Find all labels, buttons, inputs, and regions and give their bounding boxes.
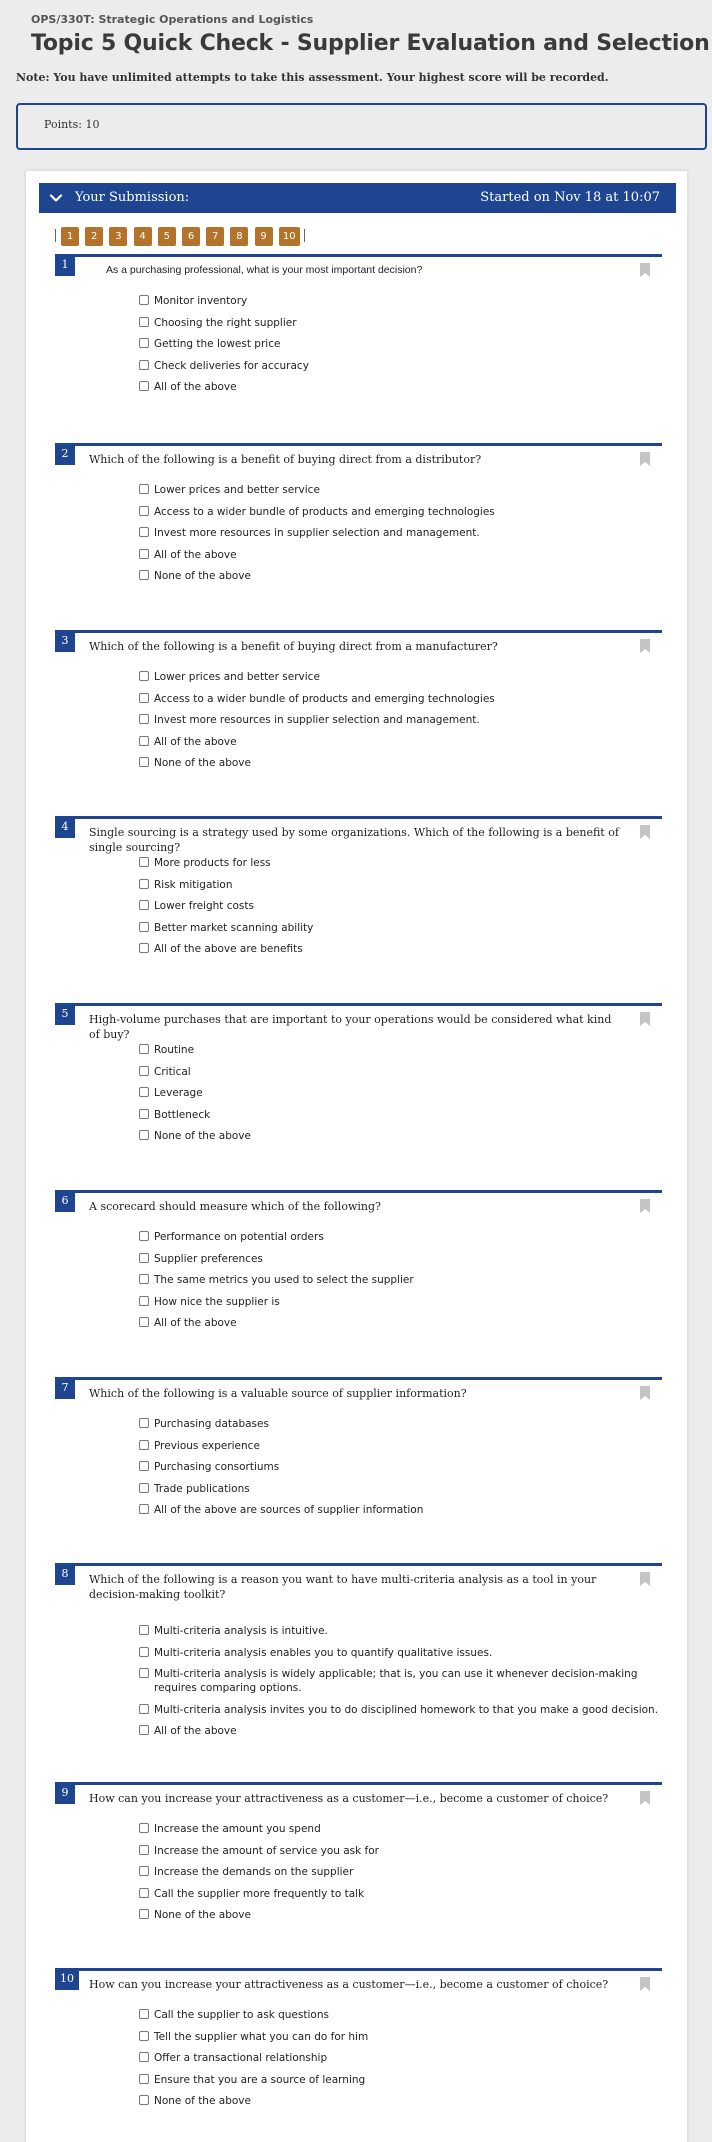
answer-checkbox[interactable] bbox=[139, 360, 149, 370]
bookmark-icon[interactable] bbox=[640, 1977, 650, 1991]
answer-label: Bottleneck bbox=[154, 1108, 211, 1121]
answer-option[interactable] bbox=[139, 921, 659, 935]
answer-checkbox[interactable] bbox=[139, 1725, 149, 1735]
points-label: Points: 10 bbox=[44, 118, 100, 131]
answer-checkbox[interactable] bbox=[139, 1866, 149, 1876]
answer-label: Offer a transactional relationship bbox=[154, 2052, 328, 2064]
question-divider bbox=[55, 1003, 662, 1006]
answer-checkbox[interactable] bbox=[139, 1483, 149, 1493]
question-text: How can you increase your attractiveness as a customer—i.e., become a customer of choice? bbox=[89, 1978, 609, 1991]
nav-question-10[interactable]: 10 bbox=[279, 227, 300, 246]
answer-options bbox=[139, 2008, 659, 2116]
answer-label: Supplier preferences bbox=[154, 1252, 263, 1265]
answer-label: Choosing the right supplier bbox=[154, 316, 297, 329]
answer-label: Critical bbox=[154, 1065, 191, 1078]
answer-label: Previous experience bbox=[154, 1439, 260, 1452]
answer-option[interactable] bbox=[139, 337, 659, 351]
nav-question-3[interactable]: 3 bbox=[109, 227, 127, 246]
answer-label: Call the supplier to ask questions bbox=[154, 2009, 329, 2021]
answer-option[interactable] bbox=[139, 380, 659, 394]
answer-label: Check deliveries for accuracy bbox=[154, 359, 309, 372]
answer-label: Performance on potential orders bbox=[154, 1231, 324, 1243]
submission-title: Your Submission: bbox=[75, 190, 190, 205]
answer-options bbox=[139, 1043, 659, 1151]
answer-checkbox[interactable] bbox=[139, 1668, 149, 1678]
answer-label: None of the above bbox=[154, 1130, 251, 1142]
started-time: Started on Nov 18 at 10:07 bbox=[480, 190, 660, 205]
question-text: Single sourcing is a strategy used by some organizations. Which of the following is a benefit of single sourcing? bbox=[89, 826, 619, 854]
answer-options bbox=[139, 670, 659, 778]
answer-options bbox=[139, 1417, 659, 1525]
answer-option[interactable] bbox=[139, 2030, 659, 2044]
question-number: 10 bbox=[55, 1968, 79, 1990]
answer-label: Multi-criteria analysis is intuitive. bbox=[154, 1625, 328, 1637]
answer-checkbox[interactable] bbox=[139, 1461, 149, 1471]
answer-option[interactable] bbox=[139, 670, 659, 684]
answer-label: None of the above bbox=[154, 2095, 251, 2107]
answer-label: Purchasing databases bbox=[154, 1418, 269, 1430]
answer-checkbox[interactable] bbox=[139, 1296, 149, 1306]
question-text: High-volume purchases that are important to your operations would be considered what kind of buy? bbox=[89, 1013, 612, 1041]
answer-label: Purchasing consortiums bbox=[154, 1461, 280, 1473]
question-text: Which of the following is a valuable source of supplier information? bbox=[89, 1387, 467, 1400]
answer-option[interactable] bbox=[139, 483, 659, 497]
question-divider bbox=[55, 630, 662, 633]
answer-option[interactable] bbox=[139, 1129, 659, 1143]
answer-label: Lower freight costs bbox=[154, 900, 254, 912]
navigator-divider bbox=[55, 229, 56, 242]
bookmark-icon[interactable] bbox=[640, 1386, 650, 1400]
answer-option[interactable] bbox=[139, 2008, 659, 2022]
answer-option[interactable] bbox=[139, 1724, 659, 1738]
answer-checkbox[interactable] bbox=[139, 484, 149, 494]
answer-checkbox[interactable] bbox=[139, 1504, 149, 1514]
answer-options bbox=[139, 1624, 659, 1746]
submission-panel bbox=[25, 170, 688, 2142]
answer-checkbox[interactable] bbox=[139, 900, 149, 910]
answer-checkbox[interactable] bbox=[139, 1109, 149, 1119]
answer-option[interactable] bbox=[139, 1482, 659, 1496]
nav-question-6[interactable]: 6 bbox=[182, 227, 200, 246]
answer-option[interactable] bbox=[139, 942, 659, 956]
nav-question-9[interactable]: 9 bbox=[255, 227, 273, 246]
answer-checkbox[interactable] bbox=[139, 1044, 149, 1054]
answer-label: Leverage bbox=[154, 1087, 203, 1099]
answer-checkbox[interactable] bbox=[139, 1253, 149, 1263]
question-number: 9 bbox=[55, 1782, 75, 1804]
question-divider bbox=[55, 1377, 662, 1380]
answer-option[interactable] bbox=[139, 1667, 659, 1695]
answer-label: How nice the supplier is bbox=[154, 1295, 280, 1308]
answer-checkbox[interactable] bbox=[139, 1087, 149, 1097]
answer-label: Access to a wider bundle of products and emerging technologies bbox=[154, 692, 495, 705]
answer-label: None of the above bbox=[154, 570, 251, 582]
answer-checkbox[interactable] bbox=[139, 714, 149, 724]
answer-label: Multi-criteria analysis invites you to do disciplined homework to that you make a good decision. bbox=[154, 1703, 659, 1716]
question-number: 6 bbox=[55, 1190, 75, 1212]
answer-option[interactable] bbox=[139, 548, 659, 562]
question-divider bbox=[55, 1968, 662, 1971]
answer-option[interactable] bbox=[139, 735, 659, 749]
answer-option[interactable] bbox=[139, 1086, 659, 1100]
answer-checkbox[interactable] bbox=[139, 1909, 149, 1919]
question-divider bbox=[55, 443, 662, 446]
answer-checkbox[interactable] bbox=[139, 1066, 149, 1076]
answer-label: Increase the demands on the supplier bbox=[154, 1866, 354, 1878]
nav-question-5[interactable]: 5 bbox=[158, 227, 176, 246]
answer-label: Invest more resources in supplier selection and management. bbox=[154, 527, 480, 539]
answer-option[interactable] bbox=[139, 1844, 659, 1858]
question-text: Which of the following is a benefit of buying direct from a distributor? bbox=[89, 453, 482, 466]
submission-header[interactable] bbox=[39, 183, 676, 213]
answer-options bbox=[139, 1822, 659, 1930]
answer-option[interactable] bbox=[139, 359, 659, 373]
answer-option[interactable] bbox=[139, 1043, 659, 1057]
chevron-down-icon[interactable] bbox=[49, 191, 63, 205]
answer-label: None of the above bbox=[154, 1909, 251, 1921]
answer-option[interactable] bbox=[139, 2051, 659, 2065]
answer-option[interactable] bbox=[139, 1439, 659, 1453]
answer-checkbox[interactable] bbox=[139, 1130, 149, 1140]
answer-checkbox[interactable] bbox=[139, 2074, 149, 2084]
answer-label: Increase the amount you spend bbox=[154, 1823, 321, 1835]
answer-option[interactable] bbox=[139, 1295, 659, 1309]
answer-checkbox[interactable] bbox=[139, 295, 149, 305]
answer-checkbox[interactable] bbox=[139, 549, 149, 559]
question-number: 8 bbox=[55, 1563, 75, 1585]
navigator-divider bbox=[304, 229, 305, 242]
answer-label: Tell the supplier what you can do for him bbox=[154, 2030, 369, 2043]
answer-option[interactable] bbox=[139, 878, 659, 892]
bookmark-icon[interactable] bbox=[640, 1199, 650, 1213]
answer-checkbox[interactable] bbox=[139, 1418, 149, 1428]
answer-checkbox[interactable] bbox=[139, 1845, 149, 1855]
answer-label: All of the above bbox=[154, 381, 237, 393]
question-text: Which of the following is a reason you want to have multi-criteria analysis as a tool in your decision-making toolkit? bbox=[89, 1573, 597, 1601]
answer-label: All of the above bbox=[154, 1725, 237, 1737]
answer-checkbox[interactable] bbox=[139, 693, 149, 703]
answer-label: Ensure that you are a source of learning bbox=[154, 2073, 366, 2086]
answer-option[interactable] bbox=[139, 1108, 659, 1122]
answer-checkbox[interactable] bbox=[139, 1440, 149, 1450]
answer-checkbox[interactable] bbox=[139, 757, 149, 767]
question-divider bbox=[55, 254, 662, 257]
answer-option[interactable] bbox=[139, 316, 659, 330]
answer-label: All of the above bbox=[154, 548, 237, 561]
answer-label: All of the above bbox=[154, 1317, 237, 1329]
answer-checkbox[interactable] bbox=[139, 2052, 149, 2062]
answer-options bbox=[139, 856, 659, 964]
answer-checkbox[interactable] bbox=[139, 506, 149, 516]
answer-option[interactable] bbox=[139, 1065, 659, 1079]
nav-question-1[interactable]: 1 bbox=[61, 227, 79, 246]
answer-label: Risk mitigation bbox=[154, 878, 233, 891]
answer-checkbox[interactable] bbox=[139, 736, 149, 746]
answer-checkbox[interactable] bbox=[139, 879, 149, 889]
answer-label: All of the above are sources of supplier information bbox=[154, 1504, 424, 1516]
answer-label: Trade publications bbox=[154, 1482, 250, 1495]
nav-question-7[interactable]: 7 bbox=[206, 227, 224, 246]
answer-label: Monitor inventory bbox=[154, 295, 248, 307]
question-number: 5 bbox=[55, 1003, 75, 1025]
answer-checkbox[interactable] bbox=[139, 857, 149, 867]
answer-option[interactable] bbox=[139, 2094, 659, 2108]
answer-label: Access to a wider bundle of products and emerging technologies bbox=[154, 505, 495, 518]
bookmark-icon[interactable] bbox=[640, 263, 650, 277]
attempts-note: Note: You have unlimited attempts to take this assessment. Your highest score will be recorded. bbox=[16, 71, 609, 84]
answer-label: All of the above bbox=[154, 735, 237, 748]
answer-checkbox[interactable] bbox=[139, 381, 149, 391]
answer-label: Routine bbox=[154, 1044, 195, 1056]
answer-label: None of the above bbox=[154, 757, 251, 769]
answer-label: Multi-criteria analysis enables you to quantify qualitative issues. bbox=[154, 1646, 493, 1659]
answer-option[interactable] bbox=[139, 713, 659, 727]
bookmark-icon[interactable] bbox=[640, 825, 650, 839]
answer-option[interactable] bbox=[139, 1417, 659, 1431]
question-number: 7 bbox=[55, 1377, 75, 1399]
answer-label: Invest more resources in supplier selection and management. bbox=[154, 714, 480, 726]
answer-checkbox[interactable] bbox=[139, 671, 149, 681]
question-divider bbox=[55, 1190, 662, 1193]
bookmark-icon[interactable] bbox=[640, 1791, 650, 1805]
answer-label: Multi-criteria analysis is widely applicable; that is, you can use it whenever decision-making requires comparing options. bbox=[154, 1668, 638, 1694]
answer-option[interactable] bbox=[139, 1624, 659, 1638]
answer-label: Lower prices and better service bbox=[154, 671, 320, 683]
answer-options bbox=[139, 1230, 659, 1338]
course-name: OPS/330T: Strategic Operations and Logistics bbox=[31, 13, 314, 26]
answer-options bbox=[139, 294, 659, 402]
question-text: A scorecard should measure which of the following? bbox=[89, 1200, 381, 1213]
question-divider bbox=[55, 816, 662, 819]
answer-option[interactable] bbox=[139, 692, 659, 706]
answer-checkbox[interactable] bbox=[139, 1647, 149, 1657]
answer-checkbox[interactable] bbox=[139, 338, 149, 348]
answer-label: Better market scanning ability bbox=[154, 921, 314, 934]
answer-label: Call the supplier more frequently to talk bbox=[154, 1887, 365, 1900]
answer-option[interactable] bbox=[139, 1273, 659, 1287]
bookmark-icon[interactable] bbox=[640, 1012, 650, 1026]
question-number: 1 bbox=[55, 254, 75, 276]
points-box bbox=[16, 103, 707, 150]
question-number: 3 bbox=[55, 630, 75, 652]
bookmark-icon[interactable] bbox=[640, 1572, 650, 1586]
answer-option[interactable] bbox=[139, 756, 659, 770]
bookmark-icon[interactable] bbox=[640, 639, 650, 653]
answer-checkbox[interactable] bbox=[139, 570, 149, 580]
answer-checkbox[interactable] bbox=[139, 1231, 149, 1241]
answer-label: More products for less bbox=[154, 857, 271, 869]
answer-options bbox=[139, 483, 659, 591]
answer-option[interactable] bbox=[139, 1908, 659, 1922]
answer-option[interactable] bbox=[139, 526, 659, 540]
question-number: 4 bbox=[55, 816, 75, 838]
nav-question-8[interactable]: 8 bbox=[230, 227, 248, 246]
answer-option[interactable] bbox=[139, 1230, 659, 1244]
answer-label: The same metrics you used to select the supplier bbox=[154, 1274, 414, 1286]
bookmark-icon[interactable] bbox=[640, 452, 650, 466]
answer-checkbox[interactable] bbox=[139, 1317, 149, 1327]
answer-checkbox[interactable] bbox=[139, 922, 149, 932]
answer-option[interactable] bbox=[139, 899, 659, 913]
page-title: Topic 5 Quick Check - Supplier Evaluation and Selection bbox=[31, 31, 710, 56]
question-divider bbox=[55, 1782, 662, 1785]
answer-option[interactable] bbox=[139, 1646, 659, 1660]
question-text: How can you increase your attractiveness as a customer—i.e., become a customer of choice? bbox=[89, 1792, 609, 1805]
answer-option[interactable] bbox=[139, 1252, 659, 1266]
answer-checkbox[interactable] bbox=[139, 1888, 149, 1898]
answer-option[interactable] bbox=[139, 856, 659, 870]
answer-label: Increase the amount of service you ask for bbox=[154, 1844, 379, 1857]
answer-label: All of the above are benefits bbox=[154, 943, 303, 955]
answer-checkbox[interactable] bbox=[139, 527, 149, 537]
answer-label: Lower prices and better service bbox=[154, 484, 320, 496]
answer-checkbox[interactable] bbox=[139, 1274, 149, 1284]
answer-checkbox[interactable] bbox=[139, 2031, 149, 2041]
answer-checkbox[interactable] bbox=[139, 1704, 149, 1714]
answer-label: Getting the lowest price bbox=[154, 338, 281, 350]
answer-option[interactable] bbox=[139, 1460, 659, 1474]
answer-option[interactable] bbox=[139, 1887, 659, 1901]
answer-option[interactable] bbox=[139, 294, 659, 308]
nav-question-2[interactable]: 2 bbox=[85, 227, 103, 246]
answer-option[interactable] bbox=[139, 569, 659, 583]
answer-option[interactable] bbox=[139, 1503, 659, 1517]
question-text: Which of the following is a benefit of buying direct from a manufacturer? bbox=[89, 640, 498, 653]
question-text: As a purchasing professional, what is your most important decision? bbox=[106, 264, 423, 276]
answer-option[interactable] bbox=[139, 505, 659, 519]
answer-option[interactable] bbox=[139, 1316, 659, 1330]
question-divider bbox=[55, 1563, 662, 1566]
answer-checkbox[interactable] bbox=[139, 1625, 149, 1635]
nav-question-4[interactable]: 4 bbox=[134, 227, 152, 246]
answer-option[interactable] bbox=[139, 1703, 659, 1717]
question-number: 2 bbox=[55, 443, 75, 465]
answer-option[interactable] bbox=[139, 1822, 659, 1836]
answer-checkbox[interactable] bbox=[139, 943, 149, 953]
answer-checkbox[interactable] bbox=[139, 317, 149, 327]
answer-checkbox[interactable] bbox=[139, 2009, 149, 2019]
answer-checkbox[interactable] bbox=[139, 1823, 149, 1833]
answer-option[interactable] bbox=[139, 2073, 659, 2087]
answer-option[interactable] bbox=[139, 1865, 659, 1879]
answer-checkbox[interactable] bbox=[139, 2095, 149, 2105]
